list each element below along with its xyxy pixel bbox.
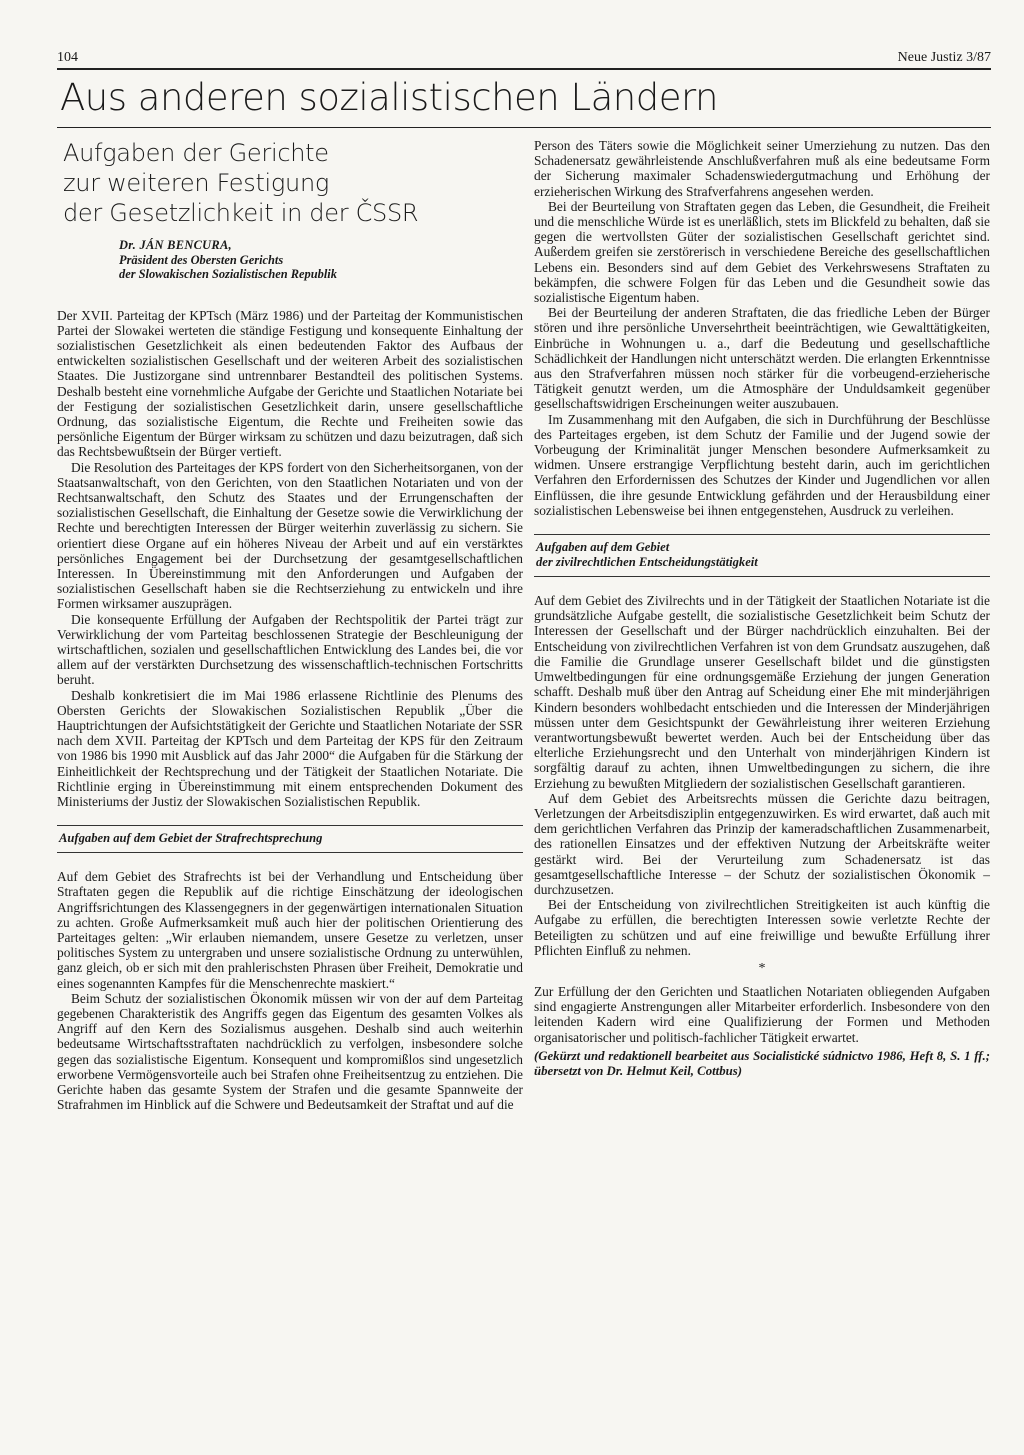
author-name: Dr. JÁN BENCURA, (119, 238, 232, 252)
paragraph: Im Zusammenhang mit den Aufgaben, die sich in Durchführung der Beschlüsse des Parteitages ergeben, ist dem Schutz der Familie und der Jugend sowie der Vorbeugung der Kriminalität junger Menschen besondere Aufmerksamkeit zu widmen. Unsere erstrangige Verpflichtung besteht darin, auch im gerichtlichen Verfahren den Erfordernissen des Schutzes der Kinder und Jugendlichen vor allen Einflüssen, die ihre gesunde Entwicklung gefährden und der Herausbildung einer sozialistischen Lebensweise bei ihnen entgegenstehen, Ausdruck zu verleihen. (534, 411, 990, 518)
paragraph: Die Resolution des Parteitages der KPS fordert von den Sicherheitsorganen, von der Staatsanwaltschaft, von den Gerichten, von den Staatlichen Notariaten und von der Rechtsanwaltschaft, den Schutz des Staates und der Errungenschaften der sozialistischen Gesellschaft, die Einhaltung der Gesetze sowie die Verwirklichung der Rechte und berechtigten Interessen der Bürger weiterhin zuverlässig zu sichern. Sie orientiert diese Organe auf ein höheres Niveau der Arbeit und auf ein verstärktes persönliches Engagement bei der Durchsetzung der gesamtgesellschaftlichen Interessen. In Übereinstimmung mit den Anforderungen und Aufgaben der sozialistischen Gesellschaft haben sie die Rechtserziehung zu entwickeln und ihre Formen wirksamer auszuprägen. (57, 459, 523, 612)
section-separator: * (758, 960, 766, 976)
article-title (63, 138, 523, 228)
paragraph: Auf dem Gebiet des Arbeitsrechts müssen die Gerichte dazu beitragen, Verletzungen der Arbeitsdisziplin entgegenzuwirken. Es wird erwartet, daß auch mit dem gerichtlichen Verfahren das Prinzip der kameradschaftlichen Zusammenarbeit, des rationellen Einsatzes und der effektiven Nutzung der Arbeitskräfte weiter gestärkt wird. Bei der Verurteilung zum Schadenersatz ist das gesamtgesellschaftliche Interesse – der Schutz der sozialistischen Ökonomik – durchzusetzen. (534, 790, 990, 897)
subheading-line: der zivilrechtlichen Entscheidungstätigkeit (536, 555, 758, 570)
author-block (119, 238, 523, 282)
paragraph: Bei der Beurteilung der anderen Straftaten, die das friedliche Leben der Bürger stören und ihre persönliche Unversehrtheit beeinträchtigen, wie Gewalttätigkeiten, Einbrüche in Wohnungen u. a., darf die Bedeutung und gesellschaftliche Schädlichkeit der Handlungen nicht unterschätzt werden. Die erlangten Erkenntnisse aus den Strafverfahren müssen noch stärker für die vorbeugend-erzieherische Tätigkeit genutzt werden, um die Atmosphäre der Unduldsamkeit gegenüber gesellschaftswidrigen Erscheinungen weiter auszubauen. (534, 305, 990, 412)
intro-text (57, 308, 523, 810)
article-title-line: Aufgaben der Gerichte (63, 139, 329, 167)
page-number: 104 (57, 50, 78, 65)
section-rule (57, 127, 991, 128)
paragraph: Bei der Beurteilung von Straftaten gegen das Leben, die Gesundheit, die Freiheit und die menschliche Würde ist es unerläßlich, stets im Blickfeld zu behalten, daß sie gegen die wertvollsten Güter der sozialistischen Gesellschaft gerichtet sind. Außerdem greifen sie zerstörerisch in verschiedene Bereiche des gesellschaftlichen Lebens ein. Besonders sind auf dem Gebiet des Verkehrswesens Straftaten zu bekämpfen, die schwere Folgen für das Leben und die Gesundheit sowie das sozialistische Eigentum haben. (534, 198, 990, 306)
subheading-line: Aufgaben auf dem Gebiet (536, 540, 670, 555)
paragraph: Auf dem Gebiet des Zivilrechts und in der Tätigkeit der Staatlichen Notariate ist die grundsätzliche Aufgabe gestellt, die sozialistische Gesetzlichkeit beim Schutz der Interessen der Gesellschaft und der Bürger nachdrücklich einzuhalten. Bei der Entscheidung von zivilrechtlichen Verfahren ist von dem Grundsatz auszugehen, daß die Familie die Grundlage unserer Gesellschaft bildet und die günstigsten Umweltbedingungen für eine ordnungsgemäße Erziehung der jungen Generation schafft. Deshalb muß über den Antrag auf Scheidung einer Ehe mit minderjährigen Kindern besonders wohlbedacht entschieden und die Interessen der Minderjährigen müssen unter dem Gesichtspunkt der Gewährleistung ihrer weiteren Erziehung verantwortungsbewußt bewertet werden. Auch bei der Entscheidung über das elterliche Erziehungsrecht und den Unterhalt von minderjährigen Kindern ist sorgfältig darauf zu achten, ihnen Umweltbedingungen zu sichern, die ihre Erziehung zu bewußten Mitgliedern der sozialistischen Gesellschaft garantieren. (534, 593, 990, 791)
paragraph: Auf dem Gebiet des Strafrechts ist bei der Verhandlung und Entscheidung über Straftaten gegen die Republik auf die richtige Einschätzung der ideologischen Angriffsrichtungen des Klassengegners in der gegenwärtigen internationalen Situation zu achten. Große Aufmerksamkeit muß auch hier der politischen Orientierung des Parteitages gelten: „Wir erlauben niemandem, unsere Gesetze zu verletzen, unser politisches System zu untergraben und unsere sozialistische Ordnung zu unterwühlen, ganz gleich, ob er sich mit den prahlerischsten Phrasen über Freiheit, Demokratie und eines sogenannten Kampfes für die Menschenrechte maskiert.“ (57, 869, 523, 991)
right-column (534, 138, 990, 1079)
journal-issue: Neue Justiz 3/87 (897, 50, 991, 65)
subheading-strafrecht: Aufgaben auf dem Gebiet der Strafrechtsprechung (57, 825, 523, 853)
header-rule (57, 68, 991, 70)
source-note: (Gekürzt und redaktionell bearbeitet aus Socialistické súdnictvo 1986, Heft 8, S. 1 ff.; übersetzt von Dr. Helmut Keil, Cottbus) (534, 1048, 990, 1078)
paragraph: Die konsequente Erfüllung der Aufgaben der Rechtspolitik der Partei trägt zur Verwirklichung der vom Parteitag beschlossenen Strategie der Beschleunigung der wirtschaftlichen, sozialen und gesellschaftlichen Entwicklung des Landes bei, die vor allem auf der verstärkten Durchsetzung des wissenschaftlich-technischen Fortschritts beruht. (57, 611, 523, 688)
article-title-line: der Gesetzlichkeit in der ČSSR (63, 199, 419, 227)
closing-paragraph: Zur Erfüllung der den Gerichten und Staatlichen Notariaten obliegenden Aufgaben sind engagierte Anstrengungen aller Mitarbeiter erforderlich. Insbesondere von den leitenden Kadern wird eine Qualifizierung der Formen und Methoden organisatorischer und politisch-fachlicher Tätigkeit erwartet. (534, 983, 990, 1045)
author-role: Präsident des Obersten Gerichts (119, 252, 284, 267)
subheading-zivilrecht (534, 534, 990, 577)
section-title: Aus anderen sozialistischen Ländern (60, 76, 719, 119)
paragraph: Beim Schutz der sozialistischen Ökonomik müssen wir von der auf dem Parteitag gegebenen Charakteristik des Angriffs gegen das Eigentum des gesamten Volkes als Angriff auf den Kern des Sozialismus ausgehen. Deshalb sind auch weiterhin bedeutsame Wirtschaftsstraftaten nachdrücklich zu verfolgen, insbesondere solche gegen das sozialistische Eigentum. Konsequent und kompromißlos sind ungesetzlich erworbene Vermögensvorteile auch bei Strafen ohne Freiheitsentzug zu entziehen. Die Gerichte haben das gesamte System der Strafen und die gesamte Spannweite der Strafrahmen im Hinblick auf die Schwere und Bedeutsamkeit der Straftat und auf die (57, 990, 523, 1113)
left-column (57, 138, 523, 1112)
paragraph: Der XVII. Parteitag der KPTsch (März 1986) und der Parteitag der Kommunistischen Partei der Slowakei werteten die ständige Festigung und konsequente Einhaltung der sozialistischen Gesetzlichkeit als einen bedeutenden Faktor des Aufbaus der entwickelten sozialistischen Gesellschaft und der weiteren Arbeit des sozialistischen Staates. Die Justizorgane sind untrennbarer Bestandteil des politischen Systems. Deshalb besteht eine vornehmliche Aufgabe der Gerichte und Staatlichen Notariate bei der Festigung der sozialistischen Gesetzlichkeit darin, unsere gesellschaftliche Ordnung, das sozialistische Eigentum, die Rechte und Freiheiten sowie das persönliche Eigentum der Bürger wirksam zu schützen und dazu beizutragen, daß sich das Rechtsbewußtsein der Bürger vertieft. (57, 307, 523, 460)
paragraph: Bei der Entscheidung von zivilrechtlichen Streitigkeiten ist auch künftig die Aufgabe zu erfüllen, die berechtigten Interessen sowie verletzte Rechte der Beteiligten zu schützen und auf eine freiwillige und bewußte Erfüllung ihrer Pflichten Einfluß zu nehmen. (534, 897, 990, 958)
paragraph: Person des Täters sowie die Möglichkeit seiner Umerziehung zu nutzen. Das den Schadenersatz gewährleistende Anschlußverfahren muß als eine bedeutsame Form der Sicherung maximaler Schadenswiedergutmachung und Erhöhung der erzieherischen Wirkung des Strafverfahrens angesehen werden. (534, 138, 990, 199)
paragraph: Deshalb konkretisiert die im Mai 1986 erlassene Richtlinie des Plenums des Obersten Gerichts der Slowakischen Sozialistischen Republik „Über die Hauptrichtungen der Aufsichtstätigkeit der Gerichte und Staatlichen Notariate der SSR nach dem XVII. Parteitag der KPTsch und dem Parteitag der KPS für den Zeitraum von 1986 bis 1990 mit Ausblick auf das Jahr 2000“ die Aufgaben für die Stärkung der Einheitlichkeit der Rechtsprechung und der Tätigkeit der Staatlichen Notariate. Die Richtlinie erging in Übereinstimmung mit einem entsprechenden Dokument des Ministeriums der Justiz der Slowakischen Sozialistischen Republik. (57, 687, 523, 809)
page-header (57, 44, 991, 66)
author-role: der Slowakischen Sozialistischen Republik (119, 267, 337, 281)
article-title-line: zur weiteren Festigung (63, 169, 329, 197)
